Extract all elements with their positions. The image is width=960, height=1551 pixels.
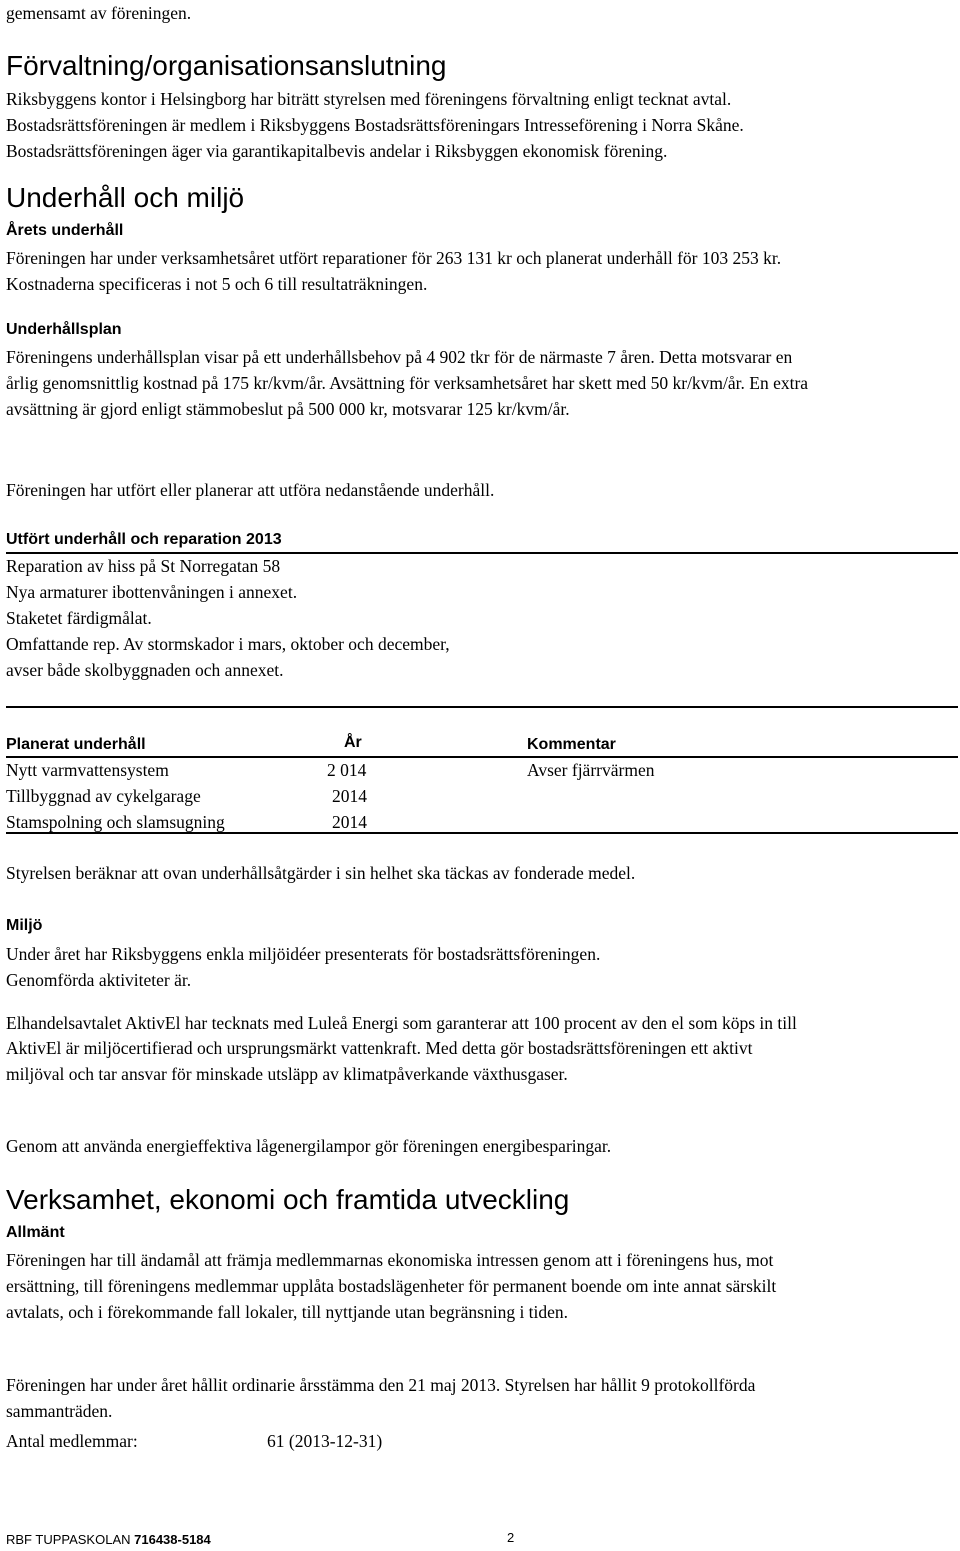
medlemmar-label: Antal medlemmar: [6, 1431, 138, 1451]
stamma-line: sammanträden. [6, 1401, 113, 1421]
planerat-row-year: 2014 [332, 786, 367, 806]
underhall-intro-line: Föreningen har utfört eller planerar att utföra nedanstående underhåll. [6, 480, 495, 500]
miljo-line: Genomförda aktiviteter är. [6, 970, 192, 990]
planerat-row-item: Stamspolning och slamsugning [6, 812, 225, 832]
underhall-heading: Underhåll och miljö [6, 182, 245, 213]
elhandel-line: AktivEl är miljöcertifierad och ursprungsmärkt vattenkraft. Med detta gör bostadsrättsföreningen ett aktivt [6, 1038, 753, 1058]
allmant-heading: Allmänt [6, 1224, 65, 1241]
footer-org-number: 716438-5184 [134, 1532, 211, 1547]
medlemmar-value: 61 (2013-12-31) [267, 1431, 383, 1451]
underhallsplan-line: Föreningens underhållsplan visar på ett underhållsbehov på 4 902 tkr för de närmaste 7 åren. Detta motsvarar en [6, 347, 793, 367]
forvaltning-line: Bostadsrättsföreningen är medlem i Riksbyggens Bostadsrättsföreningars Intresseförening i Norra Skåne. [6, 115, 744, 135]
utfort-item: Nya armaturer ibottenvåningen i annexet. [6, 582, 298, 602]
verksamhet-heading: Verksamhet, ekonomi och framtida utveckling [6, 1184, 570, 1215]
planerat-row-year: 2014 [332, 812, 367, 832]
page-number: 2 [507, 1530, 515, 1545]
planerat-row-comment: Avser fjärrvärmen [527, 760, 655, 780]
underhallsplan-heading: Underhållsplan [6, 321, 122, 338]
utfort-underhall-heading: Utfört underhåll och reparation 2013 [6, 531, 282, 548]
forvaltning-line: Riksbyggens kontor i Helsingborg har biträtt styrelsen med föreningens förvaltning enligt tecknat avtal. [6, 89, 732, 109]
allmant-line: Föreningen har till ändamål att främja medlemmarnas ekonomiska intressen genom att i föreningens hus, mot [6, 1250, 774, 1270]
arets-underhall-line: Kostnaderna specificeras i not 5 och 6 till resultaträkningen. [6, 274, 428, 294]
arets-underhall-line: Föreningen har under verksamhetsåret utfört reparationer för 263 131 kr och planerat underhåll för 103 253 kr. [6, 248, 782, 268]
divider [6, 706, 958, 708]
kommentar-col-header: Kommentar [527, 736, 616, 753]
utfort-item: Staketet färdigmålat. [6, 608, 152, 628]
miljo-line: Under året har Riksbyggens enkla miljöidéer presenterats för bostadsrättsföreningen. [6, 944, 601, 964]
ar-col-header: År [344, 734, 362, 751]
styrelsen-line: Styrelsen beräknar att ovan underhållsåtgärder i sin helhet ska täckas av fonderade medel. [6, 863, 636, 883]
planerat-row-item: Tillbyggnad av cykelgarage [6, 786, 201, 806]
underhallsplan-line: avsättning är gjord enligt stämmobeslut på 500 000 kr, motsvarar 125 kr/kvm/år. [6, 399, 570, 419]
planerat-row-item: Nytt varmvattensystem [6, 760, 169, 780]
arets-underhall-heading: Årets underhåll [6, 222, 124, 239]
forvaltning-heading: Förvaltning/organisationsanslutning [6, 50, 447, 81]
elhandel-line: miljöval och tar ansvar för minskade utsläpp av klimatpåverkande växthusgaser. [6, 1064, 568, 1084]
underhallsplan-line: årlig genomsnittlig kostnad på 175 kr/kvm/år. Avsättning för verksamhetsåret har skett med 50 kr/kvm/år. En extra [6, 373, 809, 393]
footer-org [6, 1532, 211, 1548]
intro-tail-text: gemensamt av föreningen. [6, 3, 192, 23]
planerat-row-year: 2 014 [327, 760, 367, 780]
utfort-item: Omfattande rep. Av stormskador i mars, oktober och december, [6, 634, 450, 654]
footer-org-name: RBF TUPPASKOLAN [6, 1532, 131, 1547]
forvaltning-line: Bostadsrättsföreningen äger via garantikapitalbevis andelar i Riksbyggen ekonomisk förening. [6, 141, 668, 161]
planerat-col-header: Planerat underhåll [6, 736, 146, 753]
allmant-line: avtalats, och i förekommande fall lokaler, till nyttjande utan begränsning i tiden. [6, 1302, 569, 1322]
allmant-line: ersättning, till föreningens medlemmar upplåta bostadslägenheter för permanent boende om inte annat särskilt [6, 1276, 777, 1296]
utfort-item: avser både skolbyggnaden och annexet. [6, 660, 284, 680]
stamma-line: Föreningen har under året hållit ordinarie årsstämma den 21 maj 2013. Styrelsen har hållit 9 protokollförda [6, 1375, 756, 1395]
divider [6, 832, 958, 834]
elhandel-line: Elhandelsavtalet AktivEl har tecknats med Luleå Energi som garanterar att 100 procent av den el som köps in till [6, 1013, 797, 1033]
energi-line: Genom att använda energieffektiva lågenergilampor gör föreningen energibesparingar. [6, 1136, 612, 1156]
miljo-heading: Miljö [6, 917, 43, 934]
utfort-item: Reparation av hiss på St Norregatan 58 [6, 556, 281, 576]
